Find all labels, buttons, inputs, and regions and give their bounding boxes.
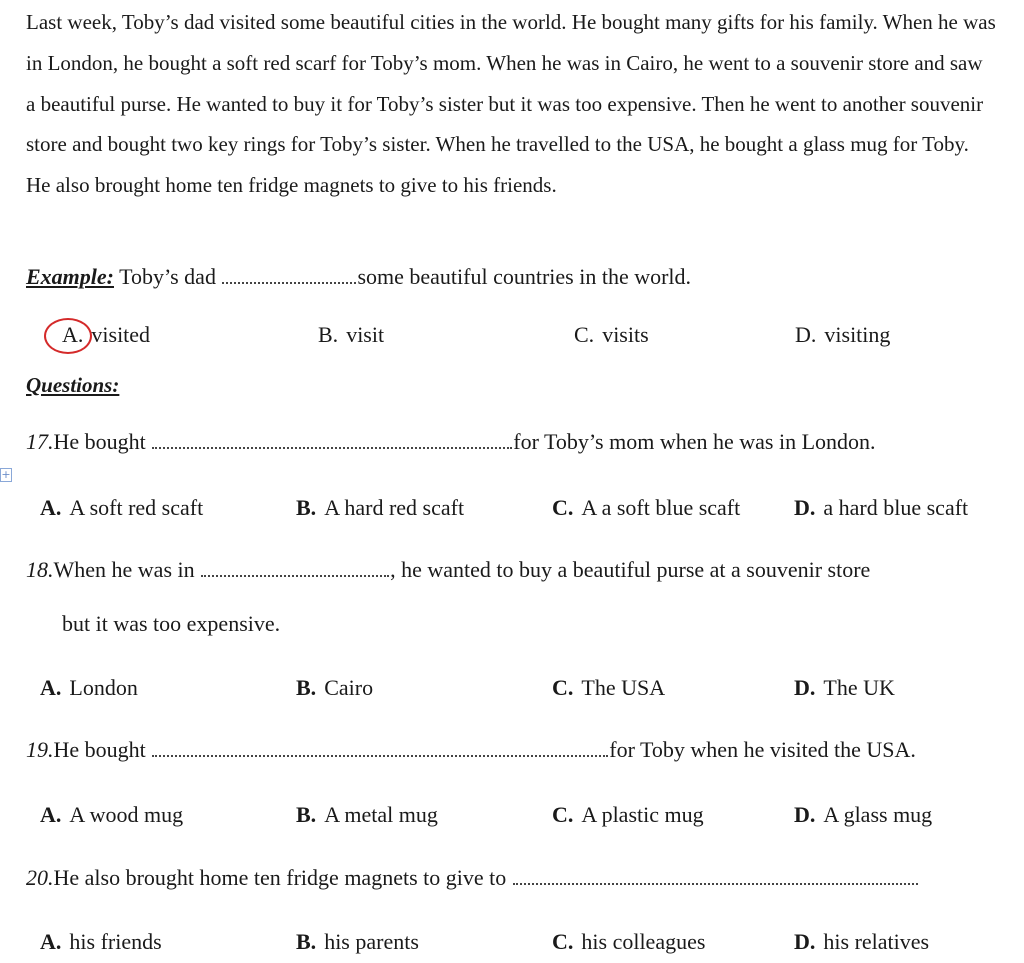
q19-option-b: B. A metal mug xyxy=(296,802,438,827)
example-option-b: B. visit xyxy=(318,322,385,347)
question-18-continuation: but it was too expensive. xyxy=(62,611,281,636)
question-17 xyxy=(26,429,876,455)
q19-option-d: D. A glass mug xyxy=(794,802,933,827)
question-before: He bought xyxy=(53,737,146,762)
question-after: for Toby when he visited the USA. xyxy=(609,737,916,762)
reading-passage: Last week, Toby’s dad visited some beautiful cities in the world. He bought many gifts for his family. When he was in London, he bought a soft red scarf for Toby’s mom. When he was in Cairo, he went to a souvenir store and saw a beautiful purse. He wanted to buy it for Toby’s sister but it was too expensive. Then he went to another souvenir store and bought two key rings for Toby’s sister. When he travelled to the USA, he bought a glass mug for Toby. He also brought home ten fridge magnets to give to his friends. xyxy=(26,10,996,198)
example-blank xyxy=(222,282,356,284)
answer-blank xyxy=(201,575,389,577)
q19-option-a: A. A wood mug xyxy=(40,802,184,827)
q20-option-b: B. his parents xyxy=(296,929,419,954)
questions-heading: Questions: xyxy=(26,373,120,397)
q18-option-d: D. The UK xyxy=(794,675,895,700)
question-before: He also brought home ten fridge magnets to give to xyxy=(53,865,507,890)
question-number: 18. xyxy=(26,557,54,582)
question-before: He bought xyxy=(53,429,146,454)
q20-option-c: C. his colleagues xyxy=(552,929,706,954)
question-20 xyxy=(26,865,919,891)
q20-option-d: D. his relatives xyxy=(794,929,930,954)
q19-option-c: C. A plastic mug xyxy=(552,802,704,827)
example-option-c: C. visits xyxy=(574,322,649,347)
question-19 xyxy=(26,737,916,763)
example-before: Toby’s dad xyxy=(119,264,216,289)
answer-blank xyxy=(152,447,512,449)
answer-blank xyxy=(152,755,608,757)
q17-option-c: C. A a soft blue scaft xyxy=(552,495,741,520)
example-after: some beautiful countries in the world. xyxy=(357,264,692,289)
question-number: 17. xyxy=(26,429,54,454)
q18-option-c: C. The USA xyxy=(552,675,666,700)
example-sentence xyxy=(26,264,691,290)
example-label: Example: xyxy=(26,264,114,289)
q20-option-a: A. his friends xyxy=(40,929,162,954)
question-after: , he wanted to buy a beautiful purse at a souvenir store xyxy=(390,557,871,582)
question-number: 19. xyxy=(26,737,54,762)
q17-option-a: A. A soft red scaft xyxy=(40,495,204,520)
example-option-a: A. visited xyxy=(62,322,151,347)
question-number: 20. xyxy=(26,865,54,890)
q17-option-b: B. A hard red scaft xyxy=(296,495,465,520)
q17-option-d: D. a hard blue scaft xyxy=(794,495,969,520)
example-option-d: D. visiting xyxy=(795,322,891,347)
question-after: for Toby’s mom when he was in London. xyxy=(513,429,876,454)
q18-option-b: B. Cairo xyxy=(296,675,374,700)
table-move-handle-icon[interactable]: + xyxy=(1,468,11,481)
question-18 xyxy=(26,557,870,583)
q18-option-a: A. London xyxy=(40,675,138,700)
question-before: When he was in xyxy=(53,557,195,582)
answer-blank xyxy=(513,883,918,885)
